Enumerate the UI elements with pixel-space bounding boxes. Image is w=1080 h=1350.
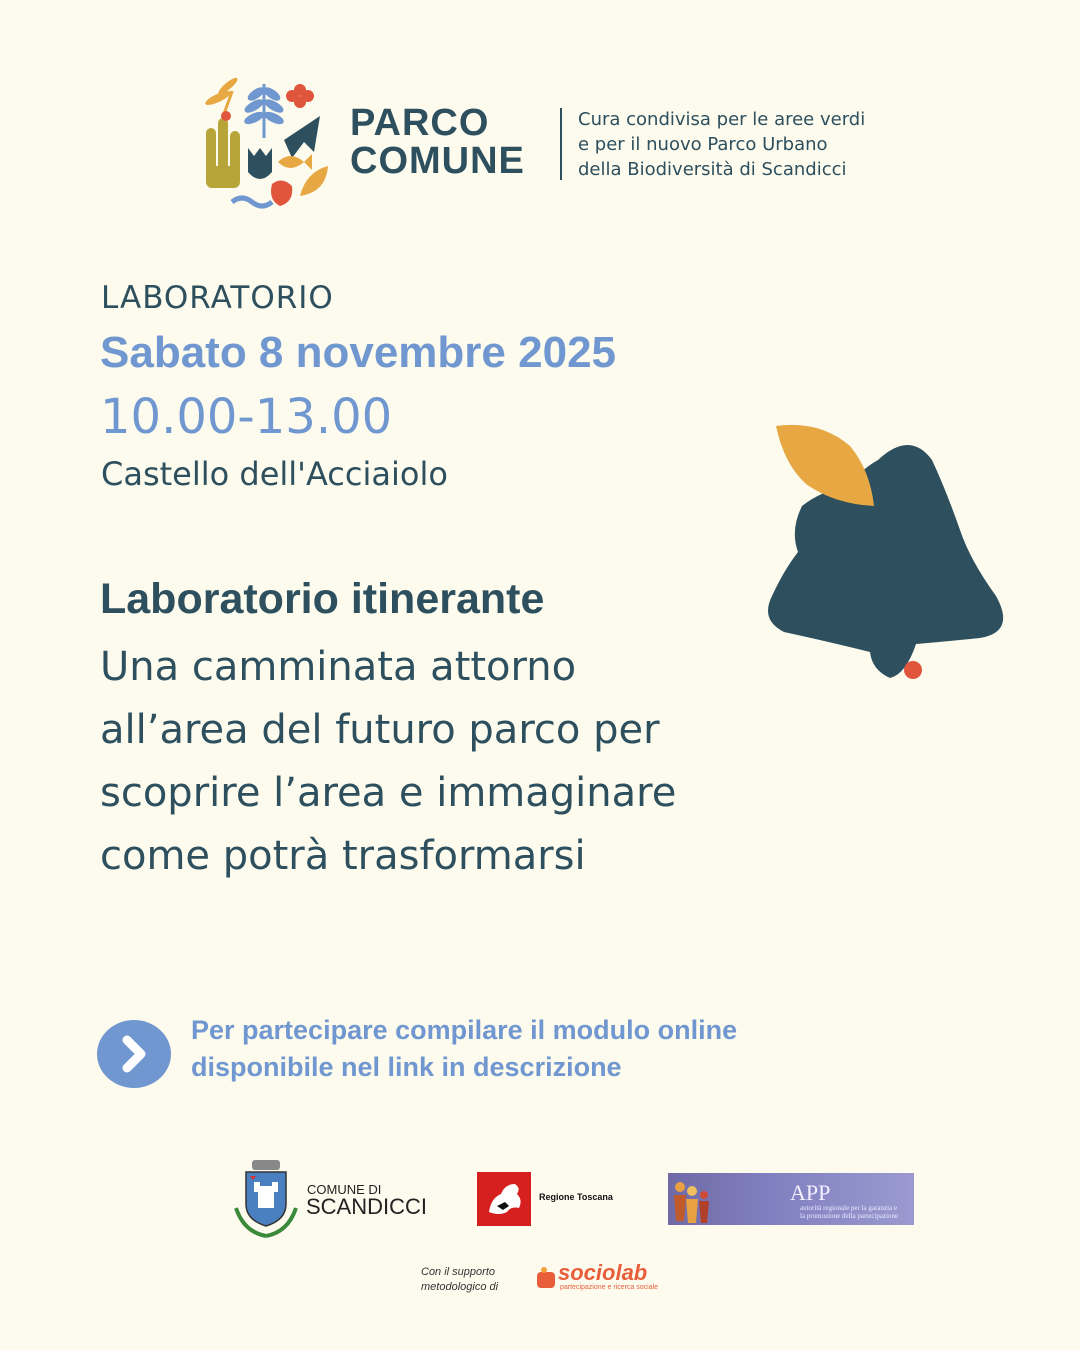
lab-description	[100, 636, 676, 888]
event-time: 10.00-13.00	[100, 389, 393, 445]
brand-tagline	[578, 107, 865, 182]
lab-description-line: scoprire l’area e immaginare	[100, 770, 677, 816]
tagline-line: e per il nuovo Parco Urbano	[578, 134, 828, 155]
event-place: Castello dell'Acciaiolo	[101, 455, 448, 493]
scandicci-crest-icon	[230, 1158, 302, 1240]
support-note	[421, 1265, 498, 1295]
red-flower-icon	[286, 84, 314, 108]
cactus-icon	[206, 118, 240, 188]
fern-leaf-icon	[245, 84, 284, 138]
lab-title: Laboratorio itinerante	[100, 575, 545, 623]
lab-description-line: Una camminata attorno	[100, 644, 577, 690]
brand-line: PARCO	[350, 102, 490, 144]
leaf-icon	[300, 166, 328, 196]
tagline-line: Cura condivisa per le aree verdi	[578, 109, 866, 130]
dragonfly-icon	[204, 76, 240, 118]
fish-icon	[278, 154, 312, 170]
scandicci-label-small: COMUNE DI	[307, 1182, 382, 1197]
dot-icon	[221, 111, 231, 121]
cta-line: disponibile nel link in descrizione	[191, 1052, 622, 1082]
support-line: Con il supporto	[421, 1266, 495, 1278]
decorative-blob-icon	[760, 420, 1010, 690]
regione-toscana-label: Regione Toscana	[539, 1192, 613, 1202]
cta-text	[191, 1012, 737, 1086]
app-title: APP	[790, 1180, 831, 1205]
brand-line: COMUNE	[350, 140, 525, 182]
wave-icon	[232, 198, 272, 206]
scandicci-label: SCANDICCI	[306, 1194, 428, 1219]
support-line: metodologico di	[421, 1281, 499, 1293]
brand-name	[350, 104, 525, 180]
lab-description-line: all’area del futuro parco per	[100, 707, 660, 753]
sociolab-subtitle: partecipazione e ricerca sociale	[560, 1284, 659, 1291]
regione-toscana-logo-icon	[477, 1172, 531, 1226]
sociolab-name: sociolab	[558, 1260, 648, 1285]
lab-description-line: come potrà trasformarsi	[100, 833, 586, 879]
event-date: Sabato 8 novembre 2025	[100, 328, 617, 377]
red-fruit-icon	[271, 180, 292, 206]
parco-comune-logo-icon	[196, 76, 336, 216]
sociolab-logo-icon	[535, 1266, 557, 1290]
header-divider	[560, 108, 562, 180]
cta-arrow-button[interactable]	[97, 1020, 171, 1088]
tagline-line: della Biodiversità di Scandicci	[578, 159, 847, 180]
chevron-right-icon	[97, 1020, 171, 1088]
app-subtitle	[800, 1204, 914, 1220]
tulip-icon	[248, 148, 272, 179]
app-subtitle-line: la promozione della partecipazione	[800, 1212, 899, 1220]
cta-line: Per partecipare compilare il modulo online	[191, 1015, 738, 1045]
bird-arrow-icon	[284, 116, 320, 158]
app-subtitle-line: autorità regionale per la garanzia e	[800, 1204, 897, 1212]
event-type: LABORATORIO	[101, 280, 334, 316]
